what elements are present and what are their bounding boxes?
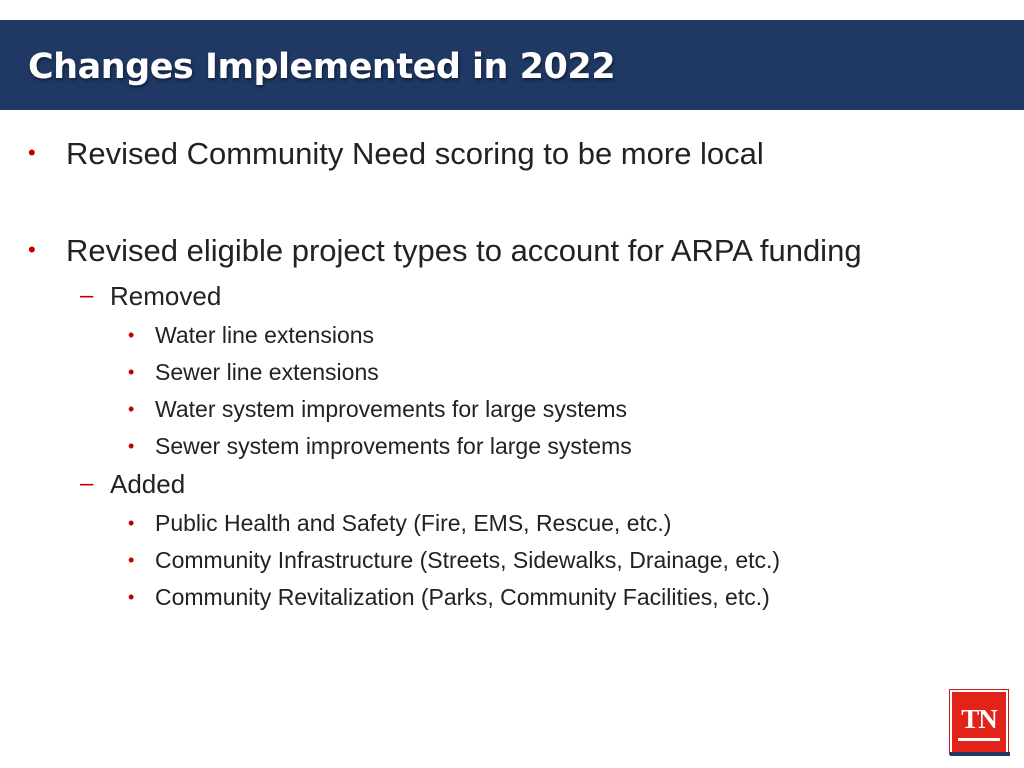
bullet-marker: • — [128, 550, 135, 570]
bullet-text: Revised eligible project types to account for ARPA funding — [66, 233, 862, 268]
slide-title: Changes Implemented in 2022 — [28, 47, 616, 87]
bullet-marker: • — [28, 237, 36, 262]
tennessee-logo-icon — [950, 690, 1008, 754]
bullet-marker: • — [128, 436, 135, 456]
sub-sub-bullet-text: Sewer line extensions — [155, 359, 379, 385]
sub-sub-bullet-text: Water line extensions — [155, 322, 375, 348]
bullet-marker: • — [128, 399, 135, 419]
bullet-text: Revised Community Need scoring to be more local — [66, 136, 764, 171]
sub-sub-bullet-text: Sewer system improvements for large systems — [155, 433, 632, 459]
sub-bullet-text: Removed — [110, 281, 222, 311]
bullet-marker: • — [128, 362, 135, 382]
sub-sub-bullet-text: Public Health and Safety (Fire, EMS, Rescue, etc.) — [155, 510, 672, 536]
dash-marker: – — [80, 282, 94, 309]
sub-sub-bullet-text: Community Infrastructure (Streets, Sidewalks, Drainage, etc.) — [155, 547, 781, 573]
dash-marker: – — [80, 470, 94, 497]
sub-sub-bullet-text: Community Revitalization (Parks, Community Facilities, etc.) — [155, 584, 770, 610]
sub-bullet-text: Added — [110, 469, 186, 499]
logo-underline — [958, 738, 1000, 741]
bullet-marker: • — [28, 140, 36, 165]
bullet-marker: • — [128, 325, 135, 345]
logo-text: TN — [961, 704, 997, 734]
sub-sub-bullet-text: Water system improvements for large systems — [155, 396, 628, 422]
logo-base — [950, 752, 1010, 756]
bullet-marker: • — [128, 513, 135, 533]
bullet-marker: • — [128, 587, 135, 607]
